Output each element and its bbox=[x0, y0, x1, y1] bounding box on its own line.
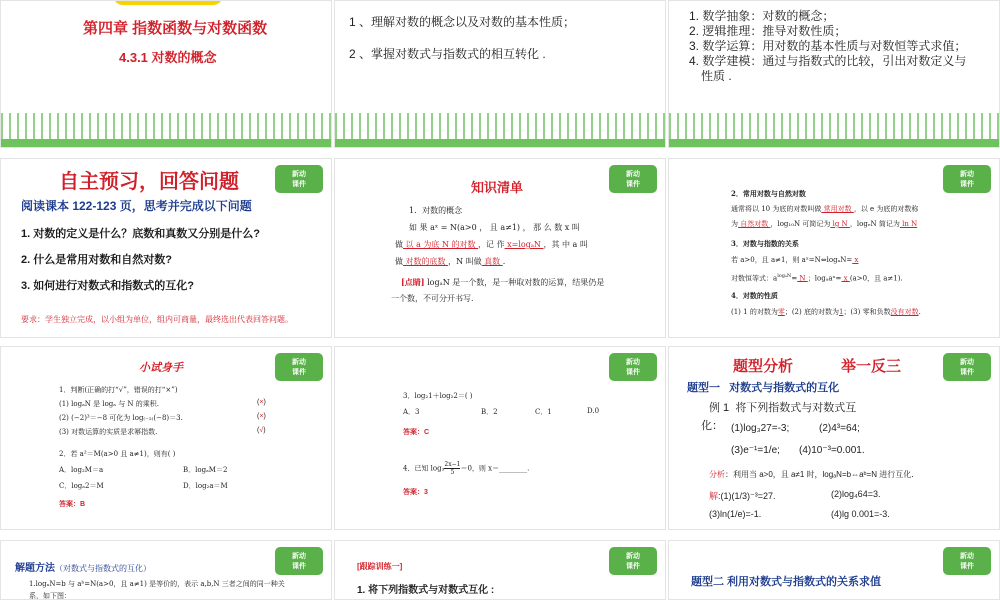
option-d: D.0 bbox=[587, 407, 600, 415]
common-log-heading: 2．常用对数与自然对数 bbox=[731, 189, 806, 198]
brand-logo: 新动 课件 bbox=[609, 165, 657, 193]
common-log-line-2: 为 自然对数 ，log₁₀N 可简记为 lg N ，logₑN 简记为 ln N bbox=[731, 220, 918, 228]
question-4: 4．已知 log₃ $\frac{2x-1}{5}$ ＝0，则 x＝________. bbox=[403, 461, 530, 476]
option-c: C．logₐ2＝M bbox=[59, 482, 104, 490]
brand-logo: 新动 课件 bbox=[275, 547, 323, 575]
decoration-rail bbox=[669, 83, 999, 139]
literacy-item-2: 2. 逻辑推理：推导对数性质； bbox=[689, 24, 847, 38]
type-2-title: 题型二 利用对数式与指数式的关系求值 bbox=[691, 576, 882, 588]
requirement-note: 要求：学生独立完成，以小组为单位，组内可商量，最终选出代表回答问题。 bbox=[21, 315, 293, 324]
brand-logo: 新动 课件 bbox=[275, 165, 323, 193]
slide-10-thumbnail[interactable] bbox=[0, 540, 332, 600]
solution-2: (2)log₄64=3. bbox=[831, 489, 881, 499]
slide-title-b: 举一反三 bbox=[841, 358, 902, 375]
concept-heading: 1．对数的概念 bbox=[409, 206, 463, 215]
decoration-rail bbox=[1, 83, 331, 139]
judge-item-3: (3) 对数运算的实质是求幂指数. bbox=[59, 428, 158, 436]
problem-4: (4)10⁻³=0.001. bbox=[799, 445, 865, 456]
solution-3: (3)ln(1/e)=-1. bbox=[709, 509, 762, 519]
slide-title: 自主预习，回答问题 bbox=[59, 171, 239, 193]
option-b: B．2 bbox=[481, 408, 498, 416]
decoration-rail bbox=[335, 83, 665, 139]
slide-4-thumbnail[interactable] bbox=[0, 158, 332, 338]
brand-logo: 新动 课件 bbox=[609, 547, 657, 575]
answer-4: 答案：3 bbox=[403, 489, 428, 496]
tip-line-1: [点睛] logₐN 是一个数，是一种取对数的运算，结果仍是 bbox=[401, 277, 605, 287]
slide-3-thumbnail[interactable] bbox=[668, 0, 1000, 148]
judge-mark-2: (×) bbox=[257, 413, 266, 420]
literacy-item-3: 3. 数学运算：用对数的基本性质与对数恒等式求值； bbox=[689, 39, 967, 53]
slide-title: 知识清单 bbox=[471, 180, 524, 195]
brand-logo: 新动 课件 bbox=[609, 353, 657, 381]
property-line: (1) 1 的对数为零；(2) 底的对数为1；(3) 零和负数没有对数. bbox=[731, 308, 921, 316]
problem-3: (3)e⁻¹=1/e; bbox=[731, 445, 780, 456]
slide-title: 小试身手 bbox=[139, 361, 183, 374]
slide-8-thumbnail[interactable] bbox=[334, 346, 666, 530]
slide-6-thumbnail[interactable] bbox=[668, 158, 1000, 338]
slide-2-thumbnail[interactable] bbox=[334, 0, 666, 148]
literacy-item-4-cont: 性质 . bbox=[701, 69, 732, 83]
goal-1: 1 、理解对数的概念以及对数的基本性质； bbox=[349, 15, 576, 29]
solution-1: 解:(1)(1/3)⁻³=27. bbox=[709, 491, 776, 501]
method-line: 1.logₐN=b 与 aᵇ=N(a>0，且 a≠1) 是等价的，表示 a,b,N 三者之间的同一种关 bbox=[29, 580, 285, 588]
relation-heading: 3．对数与指数的关系 bbox=[731, 239, 799, 248]
question-3: 3．log₂1＋log₂2＝( ) bbox=[403, 392, 473, 400]
concept-line-1: 如 果 aˣ = N(a>0 ， 且 a≠1) ， 那 么 数 x 叫 bbox=[409, 223, 580, 232]
option-b: B．logₐM＝2 bbox=[183, 466, 228, 474]
title-decoration bbox=[113, 0, 223, 5]
brand-logo: 新动 课件 bbox=[943, 547, 991, 575]
option-d: D．log₂a＝M bbox=[183, 482, 228, 490]
choice-question: 2．若 a²＝M(a>0 且 a≠1)，则有( ) bbox=[59, 450, 176, 458]
goal-2: 2 、掌握对数式与指数式的相互转化 . bbox=[349, 47, 546, 61]
judge-question: 1．判断(正确的打“√”，错误的打“×”) bbox=[59, 386, 178, 394]
option-a: A．3 bbox=[403, 408, 420, 416]
slide-12-thumbnail[interactable] bbox=[668, 540, 1000, 600]
slide-title-a: 题型分析 bbox=[733, 358, 794, 375]
slide-1-thumbnail[interactable] bbox=[0, 0, 332, 148]
problem-2: (2)4³=64; bbox=[819, 423, 860, 434]
brand-logo: 新动 课件 bbox=[275, 353, 323, 381]
question-2: 2. 什么是常用对数和自然对数? bbox=[21, 254, 172, 266]
concept-line-3: 做 对数的底数 ，N 叫做 真数 . bbox=[395, 257, 506, 266]
brand-logo: 新动 课件 bbox=[943, 353, 991, 381]
option-c: C．1 bbox=[535, 408, 552, 416]
answer-text: 答案：B bbox=[59, 501, 86, 508]
footer-bar bbox=[1, 139, 331, 147]
slide-5-thumbnail[interactable] bbox=[334, 158, 666, 338]
type-1-label: 题型一 对数式与指数式的互化 bbox=[687, 382, 840, 394]
footer-bar bbox=[669, 139, 999, 147]
slide-7-thumbnail[interactable] bbox=[0, 346, 332, 530]
example-1: 例 1 将下列指数式与对数式互 bbox=[709, 402, 857, 414]
practice-label: [跟踪训练一] bbox=[357, 562, 403, 571]
question-3: 3. 如何进行对数式和指数式的互化? bbox=[21, 280, 194, 292]
practice-line: 1. 将下列指数式与对数式互化 : bbox=[357, 585, 495, 596]
question-1: 1. 对数的定义是什么？底数和真数又分别是什么? bbox=[21, 228, 260, 240]
problem-1: (1)log₃27=-3; bbox=[731, 423, 790, 434]
relation-line-1: 若 a>0，且 a≠1，则 aˣ=N⇔logₐN= x bbox=[731, 256, 859, 264]
analysis-text: 分析：利用当 a>0，且 a≠1 时，logₐN=b⇔aᵇ=N 进行互化． bbox=[709, 470, 920, 479]
chapter-title: 第四章 指数函数与对数函数 bbox=[83, 20, 268, 37]
brand-logo: 新动 课件 bbox=[943, 165, 991, 193]
solution-4: (4)lg 0.001=-3. bbox=[831, 509, 890, 519]
answer-3: 答案：C bbox=[403, 429, 430, 436]
footer-bar bbox=[335, 139, 665, 147]
literacy-item-4: 4. 数学建模：通过与指数式的比较，引出对数定义与 bbox=[689, 54, 967, 68]
option-a: A．log₂M＝a bbox=[59, 466, 104, 474]
judge-mark-3: (√) bbox=[257, 427, 266, 434]
judge-item-1: (1) logₐN 是 logₐ 与 N 的乘积. bbox=[59, 400, 160, 408]
reading-subtitle: 阅读课本 122-123 页，思考并完成以下问题 bbox=[21, 199, 252, 213]
method-title: 解题方法（对数式与指数式的互化） bbox=[15, 563, 151, 574]
judge-mark-1: (×) bbox=[257, 399, 266, 406]
section-title: 4.3.1 对数的概念 bbox=[119, 50, 217, 65]
judge-item-2: (2) (−2)³＝−8 可化为 log₍₋₂₎(−8)＝3. bbox=[59, 414, 183, 422]
example-1-cont: 化： bbox=[701, 420, 723, 432]
common-log-line-1: 通常将以 10 为底的对数叫做 常用对数 ，以 e 为底的对数称 bbox=[731, 205, 919, 213]
property-heading: 4．对数的性质 bbox=[731, 291, 778, 300]
identity-line: 对数恒等式：$a^{log_aN}= N$ ；logₐaˣ= x (a>0，且 a≠1). bbox=[731, 273, 903, 283]
method-line-2: 系，如下图： bbox=[29, 592, 71, 600]
literacy-item-1: 1. 数学抽象：对数的概念； bbox=[689, 9, 835, 23]
concept-line-2: 做 以 a 为底 N 的对数 ，记 作 x=logₐN ，其 中 a 叫 bbox=[395, 240, 588, 249]
tip-line-2: 一个数，不可分开书写. bbox=[391, 294, 474, 303]
slide-9-thumbnail[interactable] bbox=[668, 346, 1000, 530]
slide-11-thumbnail[interactable] bbox=[334, 540, 666, 600]
